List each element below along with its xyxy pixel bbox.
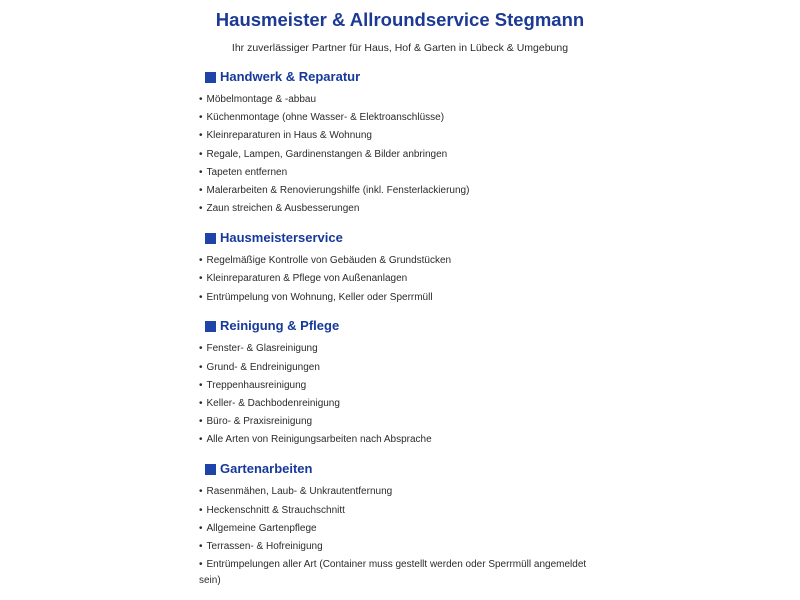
section-heading-text: Handwerk & Reparatur — [220, 69, 361, 84]
list-item — [199, 183, 601, 198]
bullet-icon: • — [199, 398, 203, 410]
section-items — [199, 341, 601, 447]
list-item-text: Terrassen- & Hofreinigung — [206, 540, 323, 552]
list-item-text: Büro- & Praxisreinigung — [206, 416, 313, 428]
page-subtitle: Ihr zuverlässiger Partner für Haus, Hof & Garten in Lübeck & Umgebung — [231, 41, 569, 54]
section-heading-text: Reinigung & Pflege — [220, 318, 340, 334]
list-item — [199, 92, 601, 107]
page-title: Hausmeister & Allroundservice Stegmann — [215, 8, 585, 30]
service-section — [199, 230, 601, 305]
blue-square-icon — [205, 321, 216, 332]
bullet-icon: • — [199, 94, 203, 105]
bullet-icon: • — [199, 291, 203, 303]
bullet-icon: • — [199, 361, 203, 373]
list-item — [199, 165, 601, 180]
list-item-text: Kleinreparaturen in Haus & Wohnung — [206, 130, 372, 142]
list-item — [199, 128, 601, 143]
list-item — [199, 432, 601, 447]
section-items — [199, 253, 601, 305]
list-item-text: Entrümpelung von Wohnung, Keller oder Sperrmüll — [206, 291, 433, 303]
list-item — [199, 414, 601, 429]
bullet-icon: • — [199, 434, 203, 446]
bullet-icon: • — [199, 379, 203, 391]
list-item — [199, 396, 601, 411]
page-container — [199, 0, 601, 588]
bullet-icon: • — [199, 185, 203, 197]
list-item-text: Tapeten entfernen — [206, 166, 288, 178]
bullet-icon: • — [199, 203, 203, 215]
list-item-text: Fenster- & Glasreinigung — [206, 343, 318, 355]
list-item-text: Entrümpelungen aller Art (Container muss gestellt werden oder Sperrmüll angemeldet sein) — [199, 559, 587, 586]
blue-square-icon — [205, 72, 216, 83]
list-item-text: Allgemeine Gartenpflege — [206, 522, 317, 534]
bullet-icon: • — [199, 416, 203, 428]
service-section — [199, 69, 601, 217]
list-item-text: Kleinreparaturen & Pflege von Außenanlagen — [206, 273, 408, 285]
service-section — [199, 461, 601, 588]
list-item-text: Rasenmähen, Laub- & Unkrautentfernung — [206, 486, 393, 498]
blue-square-icon — [205, 464, 216, 475]
list-item-text: Alle Arten von Reinigungsarbeiten nach Absprache — [206, 434, 432, 446]
list-item — [199, 360, 601, 375]
bullet-icon: • — [199, 112, 203, 124]
list-item — [199, 378, 601, 393]
bullet-icon: • — [199, 273, 203, 285]
list-item-text: Heckenschnitt & Strauchschnitt — [206, 504, 345, 516]
bullet-icon: • — [199, 540, 203, 552]
section-items — [199, 484, 601, 588]
list-item-text: Möbelmontage & -abbau — [206, 94, 317, 105]
list-item-text: Regale, Lampen, Gardinenstangen & Bilder anbringen — [206, 148, 448, 160]
list-item — [199, 147, 601, 162]
bullet-icon: • — [199, 255, 203, 267]
list-item — [199, 271, 601, 286]
service-section — [199, 318, 601, 447]
section-heading-text: Gartenarbeiten — [220, 461, 313, 477]
list-item — [199, 521, 601, 536]
list-item-text: Keller- & Dachbodenreinigung — [206, 398, 340, 410]
list-item-text: Grund- & Endreinigungen — [206, 361, 320, 373]
list-item — [199, 290, 601, 305]
services-sections — [199, 69, 601, 588]
list-item-text: Regelmäßige Kontrolle von Gebäuden & Grundstücken — [206, 255, 452, 267]
list-item — [199, 503, 601, 518]
blue-square-icon — [205, 233, 216, 244]
list-item-text: Küchenmontage (ohne Wasser- & Elektroanschlüsse) — [206, 112, 445, 124]
section-heading — [199, 318, 601, 334]
list-item — [199, 341, 601, 356]
section-heading-text: Hausmeisterservice — [220, 230, 343, 246]
bullet-icon: • — [199, 166, 203, 178]
section-heading — [199, 69, 601, 85]
bullet-icon: • — [199, 504, 203, 516]
list-item-text: Zaun streichen & Ausbesserungen — [206, 203, 360, 215]
bullet-icon: • — [199, 148, 203, 160]
list-item-text: Malerarbeiten & Renovierungshilfe (inkl. Fensterlackierung) — [206, 185, 470, 197]
bullet-icon: • — [199, 486, 203, 498]
list-item — [199, 253, 601, 268]
list-item-text: Treppenhausreinigung — [206, 379, 307, 391]
bullet-icon: • — [199, 130, 203, 142]
list-item — [199, 557, 601, 588]
list-item — [199, 110, 601, 125]
list-item — [199, 539, 601, 554]
section-heading — [199, 230, 601, 246]
section-items — [199, 92, 601, 217]
list-item — [199, 201, 601, 216]
bullet-icon: • — [199, 522, 203, 534]
bullet-icon: • — [199, 559, 203, 571]
bullet-icon: • — [199, 343, 203, 355]
list-item — [199, 484, 601, 499]
section-heading — [199, 461, 601, 477]
